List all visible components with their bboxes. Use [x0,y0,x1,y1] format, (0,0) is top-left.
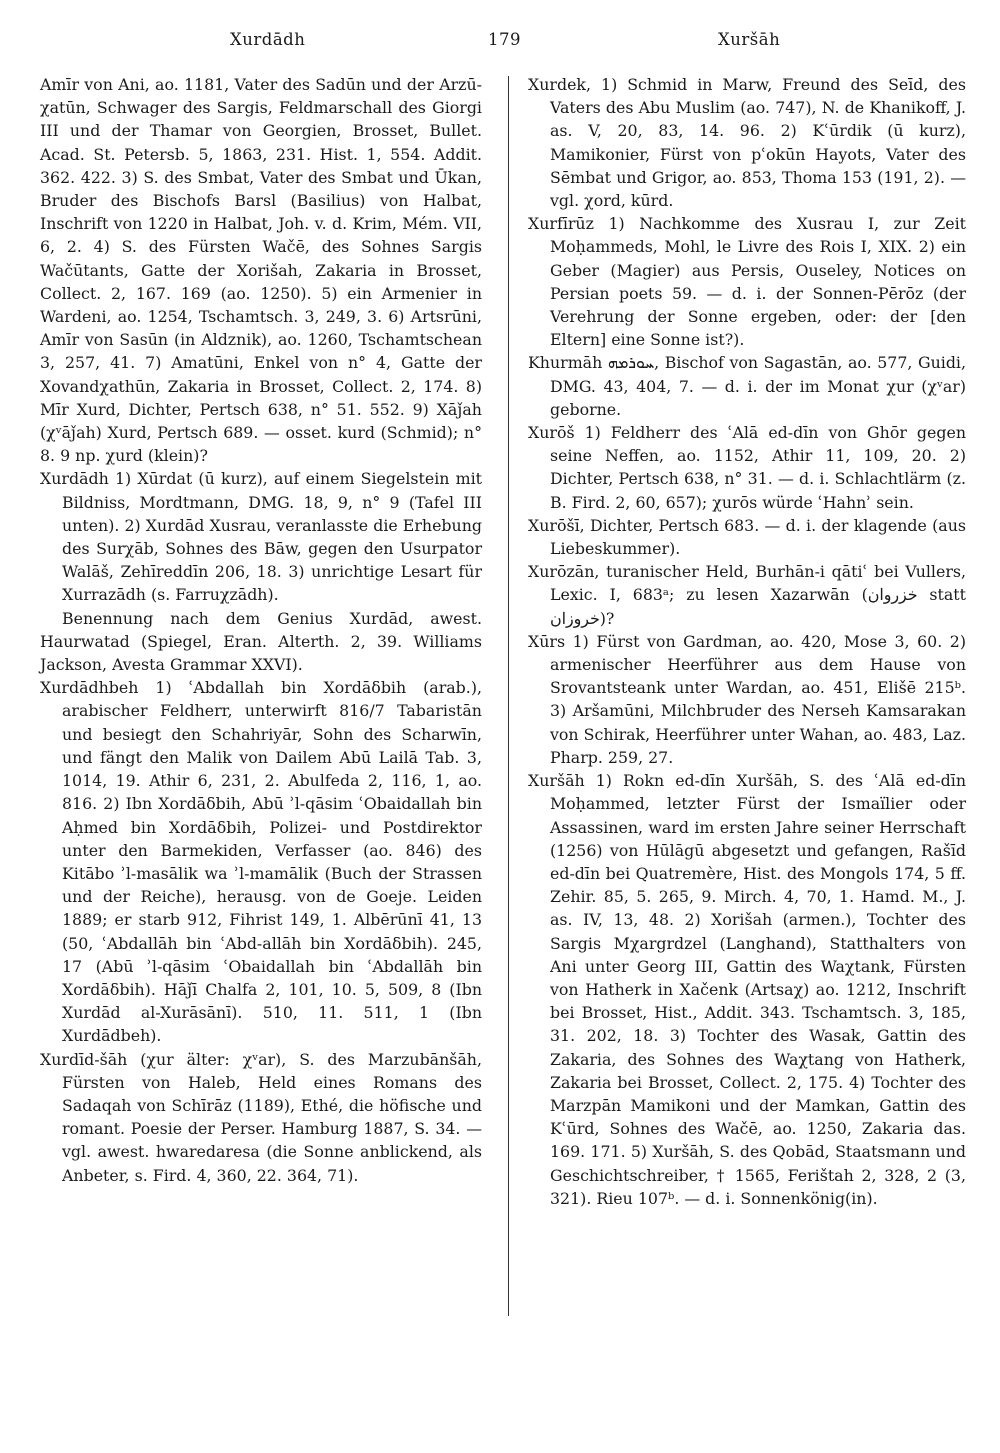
entry-xurdadh-etymology: Benennung nach dem Genius Xurdād, awest. Haurwatad (Spiegel, Eran. Alterth. 2, 39. Williams Jackson, Avesta Grammar XXVI). [40,608,482,675]
header-left-headword: Xurdādh [230,30,306,49]
entry-xuros: Xurōš 1) Feldherr des ʿAlā ed-dīn von Ghōr gegen seine Neffen, ao. 1152, Athir 11, 109, 20. 2) Dichter, Pertsch 638, n° 31. — d. i. Schlachtlärm (z. B. Fird. 2, 60, 657); χurōs würde ʿHahnʾ sein. [528,423,966,512]
page-number: 179 [488,30,521,49]
column-divider [508,76,509,1316]
header-right-headword: Xuršāh [718,30,781,49]
running-header [0,30,1000,54]
entry-xurdid-sah: Xurdīd-šāh (χur älter: χᵛar), S. des Marzubānšāh, Fürsten von Haleb, Held eines Romans des Sadaqah von Schīrāz (1189), Ethé, die höfische und romant. Poesie der Perser. Hamburg 1887, S. 34. — vgl. awest. hwaredaresa (die Sonne anblickend, als Anbeter, s. Fird. 4, 360, 22. 364, 71). [40,1049,482,1185]
entry-xurdek: Xurdek, 1) Schmid in Marw, Freund des Seīd, des Vaters des Abu Muslim (ao. 747), N. de Khanikoff, J. as. V, 20, 83, 14. 96. 2) Kʿūrdik (ū kurz), Mamikonier, Fürst von pʿokūn Hayots, Vater des Sēmbat und Grigor, ao. 853, Thoma 153 (191, 2). — vgl. χord, kūrd. [528,75,966,211]
entry-continuation: Amīr von Ani, ao. 1181, Vater des Sadūn und der Arzū-χatūn, Schwager des Sargis, Feldmarschall des Giorgi III und der Thamar von Georgien, Brosset, Bullet. Acad. St. Petersb. 5, 1863, 231. Hist. 1, 554. Addit. 362. 422. 3) S. des Smbat, Vater des Smbat und Ūkan, Bruder des Bischofs Barsl (Basilius) von Halbat, Inschrift von 1220 in Halbat, Joh. v. d. Krim, Mém. VII, 6, 2. 4) S. des Fürsten Wačē, des Sohnes Sargis Wačūtants, Gatte der Xorišah, Zakaria in Brosset, Collect. 2, 167. 169 (ao. 1250). 5) ein Armenier in Wardeni, ao. 1254, Tschamtsch. 3, 249, 3. 6) Artsrūni, Amīr von Sasūn (in Aldznik), ao. 1260, Tschamtschean 3, 257, 41. 7) Amatūni, Enkel von n° 4, Gatte der Xovandχathūn, Zakaria in Brosset, Collect. 2, 174. 8) Mīr Xurd, Dichter, Pertsch 638, n° 51. 552. 9) Xāǰah (χᵛāǰah) Xurd, Pertsch 689. — osset. kurd (Schmid); n° 8. 9 np. χurd (klein)? [40,75,482,466]
entry-xurfiruz: Xurfīrūz 1) Nachkomme des Xusrau I, zur Zeit Moḥammeds, Mohl, le Livre des Rois I, XIX. 2) ein Geber (Magier) aus Persis, Ouseley, Notices on Persian poets 59. — d. i. der Sonnen-Pērōz (der Verehrung der Sonne ergeben, oder: der [den Eltern] eine Sonne ist?). [528,214,966,350]
entry-xurdadhbeh: Xurdādhbeh 1) ʿAbdallah bin Xordāδbih (arab.), arabischer Feldherr, unterwirft 816/7 Tabaristān und besiegt den Schahriyār, Sohn des Scharwīn, und fängt den Malik von Dailem Abū Lailā Tab. 3, 1014, 19. Athir 6, 231, 2. Abulfeda 2, 116, 1, ao. 816. 2) Ibn Xordāδbih, Abū ʾl-qāsim ʿObaidallah bin Aḥmed bin Xordāδbih, Polizei- und Postdirektor unter den Barmekiden, Verfasser (ao. 846) des Kitābo ʾl-masālik wa ʾl-mamālik (Buch der Strassen und der Reiche), herausg. von de Goeje. Leiden 1889; er starb 912, Fihrist 149, 1. Albērūnī 41, 13 (50, ʿAbdallāh bin ʿAbd-allāh bin Xordāδbih). 245, 17 (Abū ʾl-qāsim ʿObaidallah bin ʿAbdallāh bin Xordāδbih). Hāǰī Chalfa 2, 101, 10. 5, 509, 8 (Ibn Xurdād al-Xurāsānī). 510, 11. 511, 1 (Ibn Xurdādbeh). [40,678,482,1046]
entry-khurmah: Khurmāh ܚܘܪܡܗ, Bischof von Sagastān, ao. 577, Guidi, DMG. 43, 404, 7. — d. i. der im Monat χur (χᵛar) geborne. [528,353,967,419]
left-column [40,73,482,1187]
entry-xurs: Xūrs 1) Fürst von Gardman, ao. 420, Mose 3, 60. 2) armenischer Heerführer aus dem Hause von Srovantsteank unter Wardan, ao. 451, Elišē 215ᵇ. 3) Aršamūni, Milchbruder des Nerseh Kamsarakan von Schirak, Heerführer unter Wahan, ao. 483, Laz. Pharp. 259, 27. [528,631,966,767]
entry-xursah: Xuršāh 1) Rokn ed-dīn Xuršāh, S. des ʿAlā ed-dīn Moḥammed, letzter Fürst der Ismaïlier oder Assassinen, ward im ersten Jahre seiner Herrschaft (1256) von Hūlāgū abgesetzt und gefangen, Rašīd ed-dīn bei Quatremère, Hist. des Mongols 174, 5 ff. Zehir. 85, 5. 265, 9. Mirch. 4, 70, 1. Hamd. M., J. as. IV, 13, 48. 2) Xorišah (armen.), Tochter des Sargis Mχargrdzel (Langhand), Statthalters von Ani unter Georg III, Gattin des Waχtank, Fürsten von Hatherk in Xačenk (Artsaχ) ao. 1212, Inschrift bei Brosset, Hist., Addit. 343. Tschamtsch. 3, 185, 31. 202, 18. 3) Tochter des Wasak, Gattin des Zakaria, des Sohnes des Waχtang von Hatherk, Zakaria bei Brosset, Collect. 2, 175. 4) Tochter des Marzpān Mamikoni und der Mamkan, Gattin des Kʿūrd, Sohnes des Wačē, ao. 1250, Zakaria das. 169. 171. 5) Xuršāh, S. des Qobād, Staatsmann und Geschichtschreiber, † 1565, Ferištah 2, 328, 2 (3, 321). Rieu 107ᵇ. — d. i. Sonnenkönig(in). [528,771,966,1208]
entry-xurozan: Xurōzān, turanischer Held, Burhān-i qātiʿ bei Vullers, Lexic. I, 683ᵃ; zu lesen Xazarwān (خزروان statt خروزان)? [528,562,967,628]
right-column [528,73,966,1210]
entry-xurosi: Xurōšī, Dichter, Pertsch 683. — d. i. der klagende (aus Liebeskummer). [528,515,966,559]
entry-xurdadh: Xurdādh 1) Xūrdat (ū kurz), auf einem Siegelstein mit Bildniss, Mordtmann, DMG. 18, 9, n° 9 (Tafel III unten). 2) Xurdād Xusrau, veranlasste die Erhebung des Surχāb, Sohnes des Bāw, gegen den Usurpator Walāš, Zehīreddīn 206, 18. 3) unrichtige Lesart für Xurrazādh (s. Farruχzādh). [40,469,482,605]
